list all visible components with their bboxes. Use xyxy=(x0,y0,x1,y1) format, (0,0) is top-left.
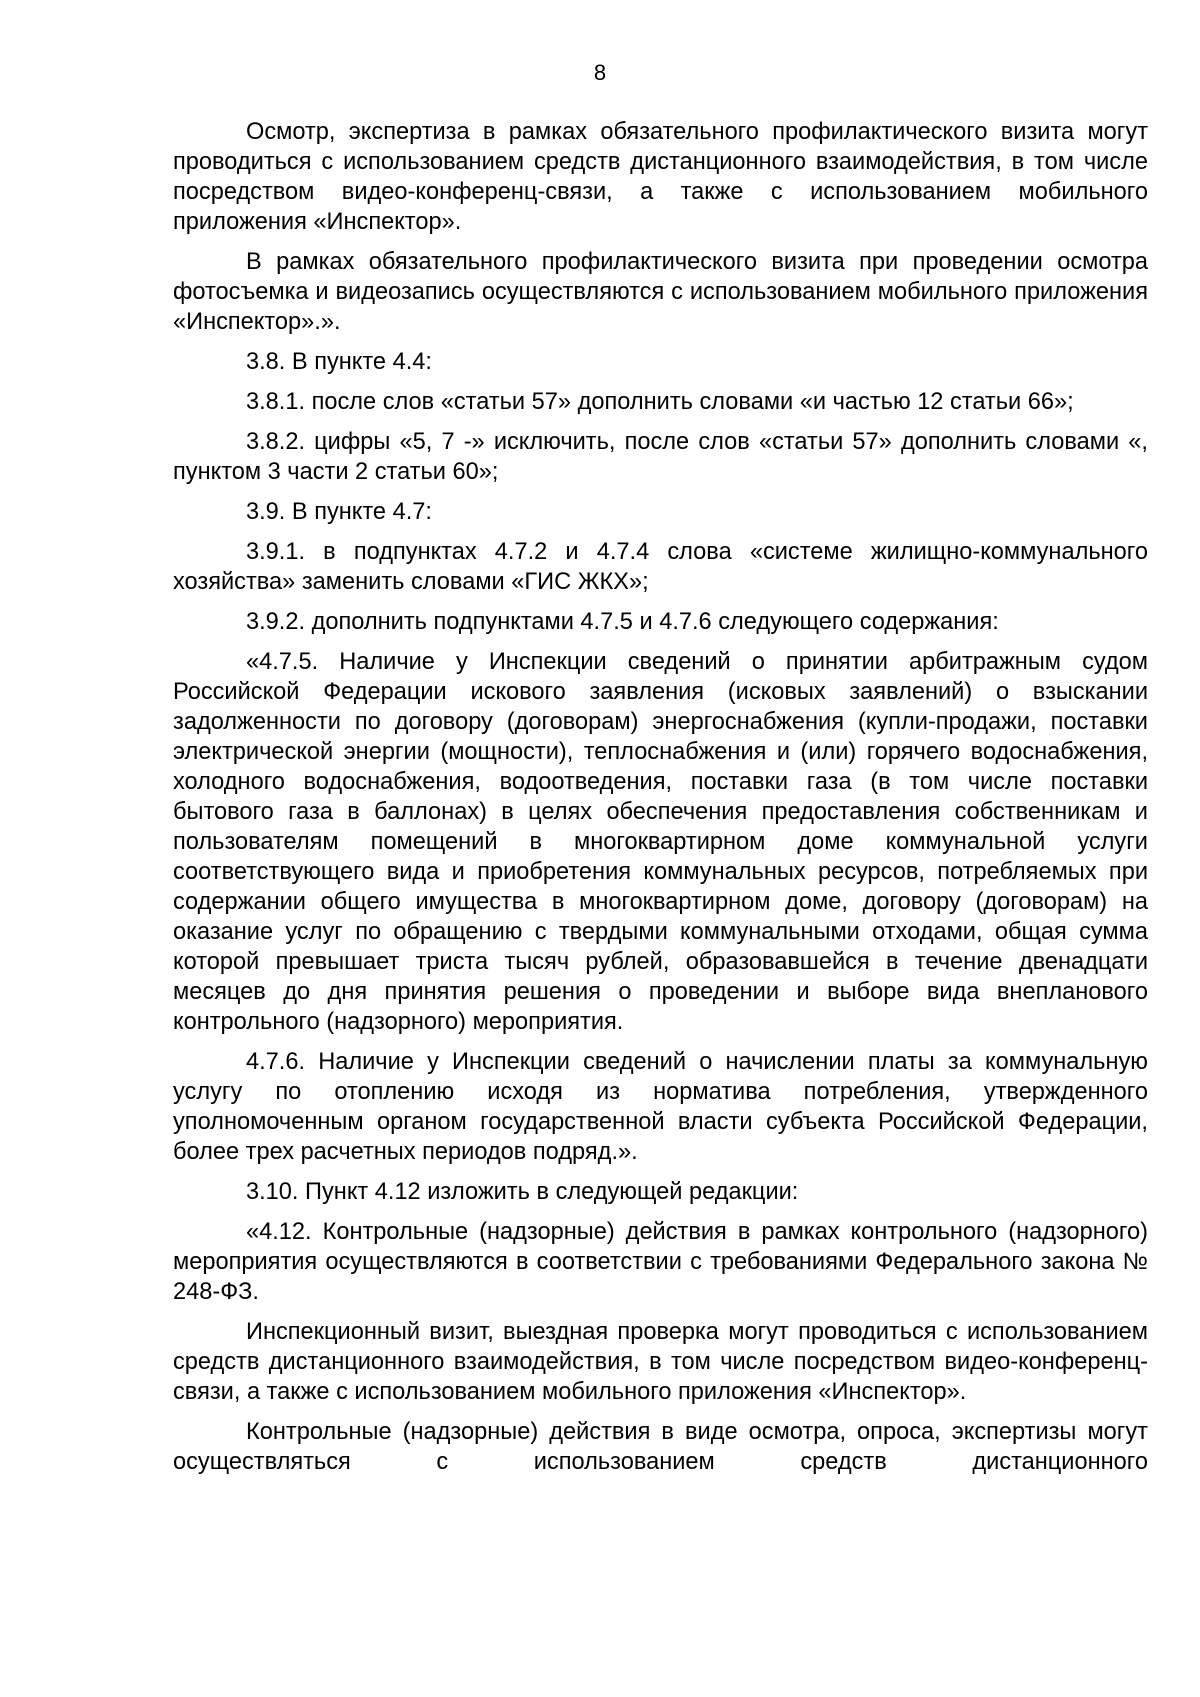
paragraph-inspection-visit: Инспекционный визит, выездная проверка могут проводиться с использованием средств дистанционного взаимодействия, в том числе посредством видео-конференц-связи, а также с использованием мобильного приложения «Инспектор». xyxy=(173,1319,1148,1405)
paragraph-4-7-5: «4.7.5. Наличие у Инспекции сведений о принятии арбитражным судом Российской Федерации искового заявления (исковых заявлений) о взыскании задолженности по договору (договорам) энергоснабжения (купли-продажи, поставки электрической энергии (мощности), теплоснабжения и (или) горячего водоснабжения, холодного водоснабжения, водоотведения, поставки газа (в том числе поставки бытового газа в баллонах) в целях обеспечения предоставления собственникам и пользователям помещений в многоквартирном доме коммунальной услуги соответствующего вида и приобретения коммунальных ресурсов, потребляемых при содержании общего имущества в многоквартирном доме, договору (договорам) на оказание услуг по обращению с твердыми коммунальными отходами, общая сумма которой превышает триста тысяч рублей, образовавшейся в течение двенадцати месяцев до дня принятия решения о проведении и выборе вида внепланового контрольного (надзорного) мероприятия. xyxy=(173,649,1148,1035)
paragraph-inspection-remote: Осмотр, экспертиза в рамках обязательного профилактического визита могут проводиться с использованием средств дистанционного взаимодействия, в том числе посредством видео-конференц-связи, а также с использованием мобильного приложения «Инспектор». xyxy=(173,119,1148,235)
paragraph-3-8-1: 3.8.1. после слов «статьи 57» дополнить словами «и частью 12 статьи 66»; xyxy=(246,389,1074,415)
paragraph-control-actions: Контрольные (надзорные) действия в виде осмотра, опроса, экспертизы могут осуществляться с использованием средств дистанционного xyxy=(173,1419,1148,1475)
paragraph-photo-video: В рамках обязательного профилактического визита при проведении осмотра фотосъемка и видеозапись осуществляются с использованием мобильного приложения «Инспектор».». xyxy=(173,249,1148,335)
paragraph-3-8-2: 3.8.2. цифры «5, 7 -» исключить, после слов «статьи 57» дополнить словами «, пунктом 3 части 2 статьи 60»; xyxy=(173,429,1148,485)
page-number: 8 xyxy=(593,60,607,85)
paragraph-3-8: 3.8. В пункте 4.4: xyxy=(246,349,432,375)
document-body xyxy=(173,117,1148,1487)
paragraph-3-9-2: 3.9.2. дополнить подпунктами 4.7.5 и 4.7.6 следующего содержания: xyxy=(246,609,999,635)
paragraph-3-10: 3.10. Пункт 4.12 изложить в следующей редакции: xyxy=(246,1179,799,1205)
paragraph-3-9: 3.9. В пункте 4.7: xyxy=(246,499,432,525)
paragraph-4-7-6: 4.7.6. Наличие у Инспекции сведений о начислении платы за коммунальную услугу по отоплению исходя из норматива потребления, утвержденного уполномоченным органом государственной власти субъекта Российской Федерации, более трех расчетных периодов подряд.». xyxy=(173,1049,1148,1165)
paragraph-3-9-1: 3.9.1. в подпунктах 4.7.2 и 4.7.4 слова «системе жилищно-коммунального хозяйства» заменить словами «ГИС ЖКХ»; xyxy=(173,539,1148,595)
paragraph-4-12: «4.12. Контрольные (надзорные) действия в рамках контрольного (надзорного) мероприятия осуществляются в соответствии с требованиями Федерального закона № 248-ФЗ. xyxy=(173,1219,1148,1305)
